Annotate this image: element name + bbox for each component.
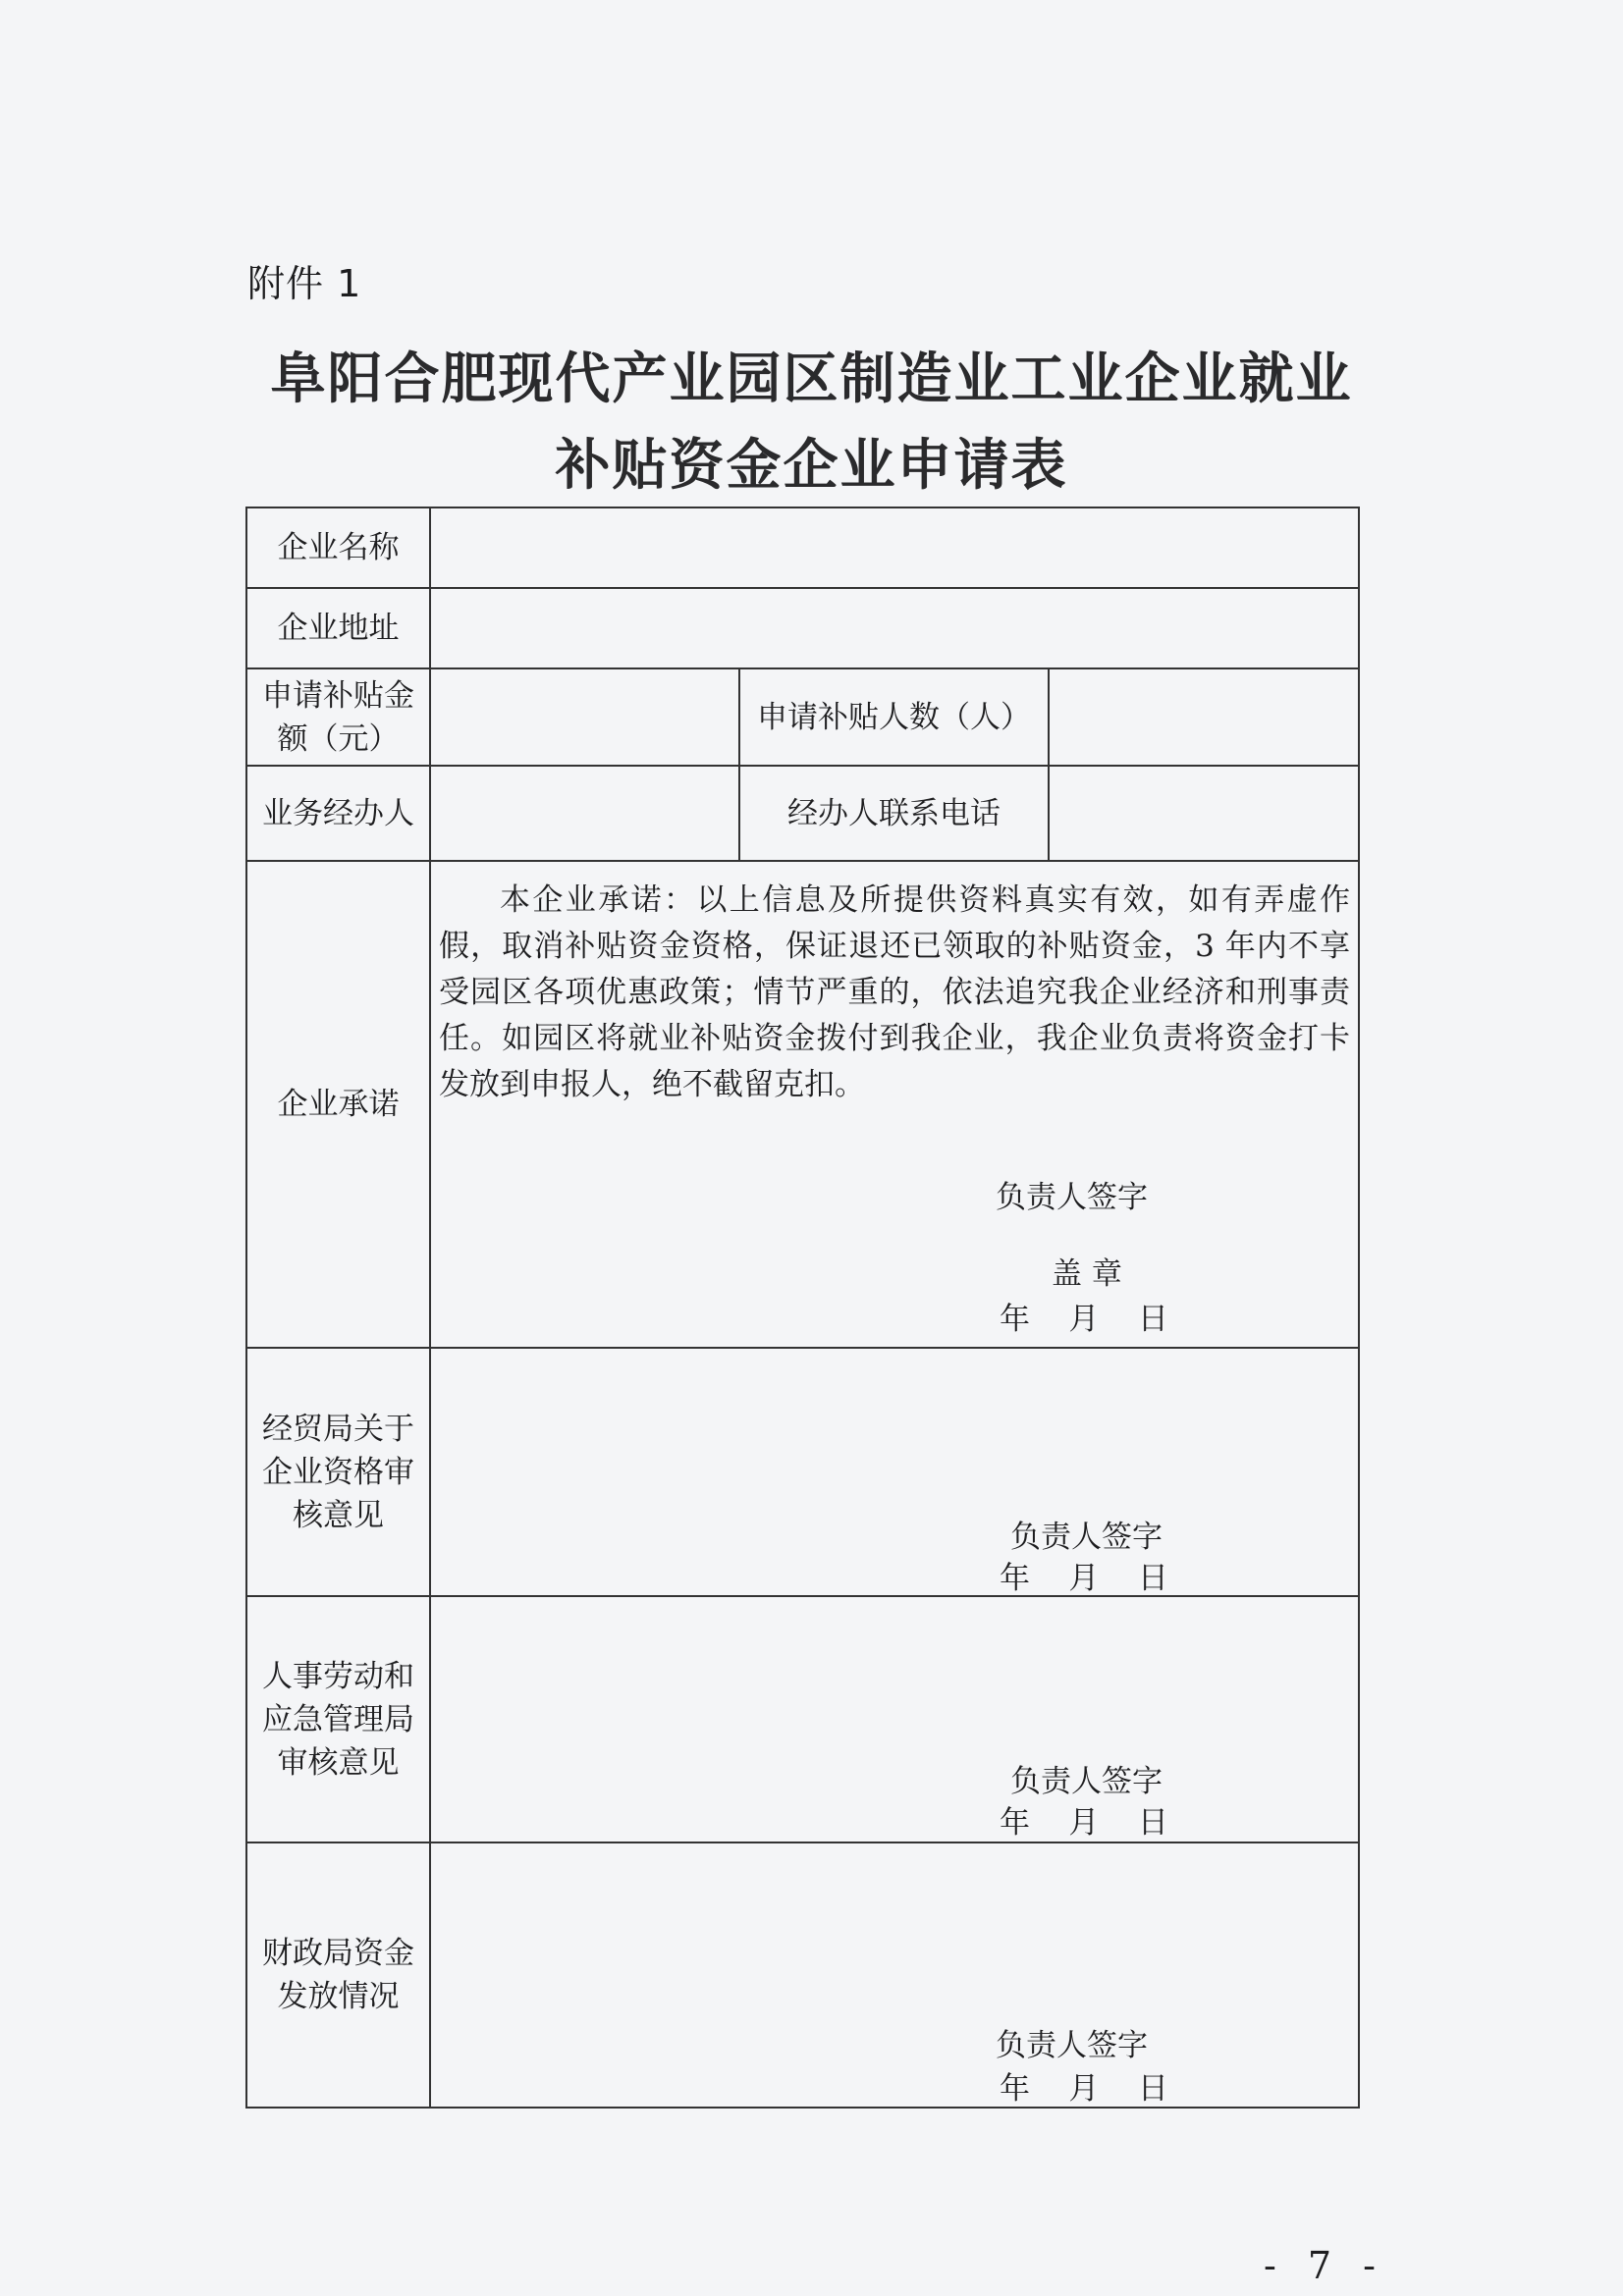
company-address-field[interactable] — [430, 588, 1359, 668]
attachment-label: 附件 1 — [247, 262, 362, 305]
hr-signature-label: 负责人签字 — [1010, 1764, 1163, 1799]
promise-cell — [430, 861, 1359, 1348]
finance-label-line1: 财政局资金 — [262, 1936, 414, 1971]
econ-label-line1: 经贸局关于 — [262, 1411, 414, 1447]
finance-label — [246, 1842, 430, 2108]
econ-review-field[interactable] — [430, 1348, 1359, 1596]
subsidy-amount-field[interactable] — [430, 668, 739, 766]
company-name-field[interactable] — [430, 507, 1359, 588]
form-title-line2: 补贴资金企业申请表 — [555, 434, 1068, 498]
hr-review-label — [246, 1596, 430, 1842]
row-promise — [246, 861, 1359, 1348]
company-address-label: 企业地址 — [246, 588, 430, 668]
application-form-table — [245, 507, 1360, 2109]
subsidy-amount-label — [246, 668, 430, 766]
row-company-name — [246, 507, 1359, 588]
row-econ-review — [246, 1348, 1359, 1596]
row-finance — [246, 1842, 1359, 2108]
subsidy-count-field[interactable] — [1049, 668, 1359, 766]
page-number: - 7 - — [1264, 2244, 1386, 2287]
econ-signature-label: 负责人签字 — [1010, 1520, 1163, 1555]
hr-date-label: 年 月 日 — [1000, 1805, 1168, 1841]
promise-date-label: 年 月 日 — [1000, 1302, 1168, 1337]
promise-seal-label: 盖 章 — [1052, 1256, 1122, 1292]
subsidy-amount-label-line2: 额（元） — [277, 721, 400, 757]
hr-label-line3: 审核意见 — [277, 1744, 400, 1781]
finance-signature-label: 负责人签字 — [996, 2028, 1148, 2063]
promise-text: 本企业承诺：以上信息及所提供资料真实有效，如有弄虚作假，取消补贴资金资格，保证退还已领取的补贴资金，3 年内不享受园区各项优惠政策；情节严重的，依法追究我企业经济和刑事责任。如园区将就业补贴资金拨付到我企业，我企业负责将资金打卡发放到申报人，绝不截留克扣。 — [439, 882, 1351, 1102]
finance-label-line2: 发放情况 — [277, 1979, 400, 2014]
hr-review-field[interactable] — [430, 1596, 1359, 1842]
company-name-label: 企业名称 — [246, 507, 430, 588]
subsidy-amount-label-line1: 申请补贴金 — [262, 677, 414, 714]
form-title-line1: 阜阳合肥现代产业园区制造业工业企业就业 — [270, 347, 1353, 411]
handler-field[interactable] — [430, 766, 739, 861]
row-hr-review — [246, 1596, 1359, 1842]
handler-phone-label: 经办人联系电话 — [739, 766, 1049, 861]
row-subsidy — [246, 668, 1359, 766]
row-company-address — [246, 588, 1359, 668]
handler-phone-field[interactable] — [1049, 766, 1359, 861]
econ-label-line2: 企业资格审 — [262, 1454, 414, 1490]
handler-label: 业务经办人 — [246, 766, 430, 861]
subsidy-count-label: 申请补贴人数（人） — [739, 668, 1049, 766]
finance-field[interactable] — [430, 1842, 1359, 2108]
hr-label-line2: 应急管理局 — [262, 1701, 414, 1737]
row-handler — [246, 766, 1359, 861]
finance-date-label: 年 月 日 — [1000, 2071, 1168, 2107]
promise-signature-label: 负责人签字 — [996, 1180, 1148, 1215]
hr-label-line1: 人事劳动和 — [262, 1658, 414, 1694]
econ-review-label — [246, 1348, 430, 1596]
promise-label: 企业承诺 — [246, 861, 430, 1348]
econ-label-line3: 核意见 — [293, 1497, 384, 1533]
econ-date-label: 年 月 日 — [1000, 1561, 1168, 1596]
